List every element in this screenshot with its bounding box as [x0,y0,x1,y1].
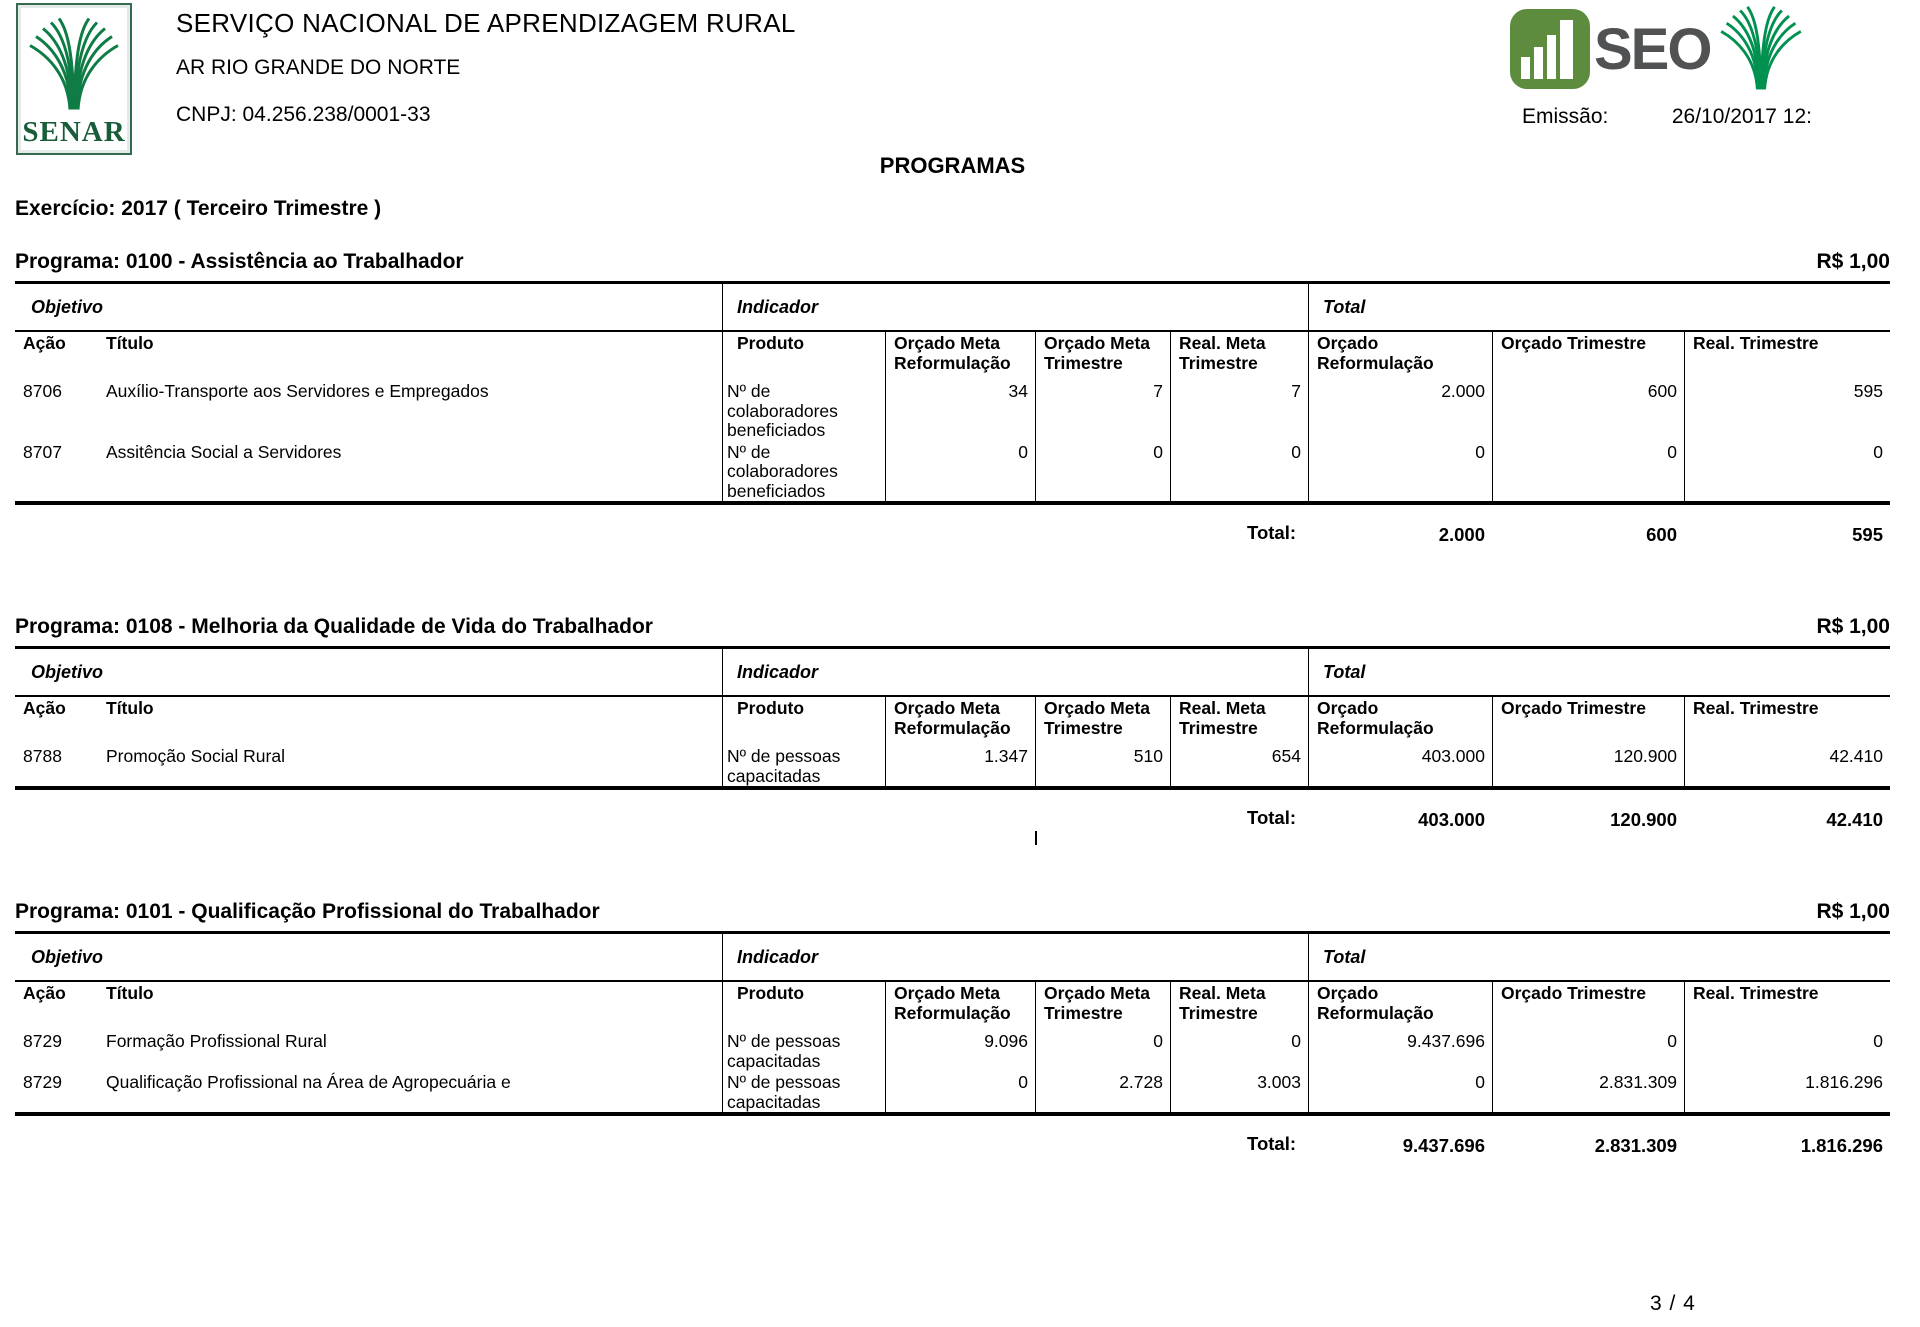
cell-acao: 8707 [23,441,62,462]
column-group-band [15,931,1890,982]
cell-titulo: Qualificação Profissional na Área de Agropecuária e [106,1072,511,1092]
col-header-label: Orçado Trimestre [1501,983,1646,1003]
program-title: Programa: 0108 - Melhoria da Qualidade de Vida do Trabalhador [15,615,653,638]
col-header-orcado-meta-trimestre [1035,982,1170,1030]
cell-titulo: Assitência Social a Servidores [106,441,342,462]
cell-produto [722,441,885,502]
col-header-label: Orçado Meta Trimestre [1044,983,1150,1023]
cell-acao: 8729 [23,1031,62,1051]
col-header-label: Real. Trimestre [1693,983,1819,1003]
col-header-real-trimestre [1684,332,1890,380]
total-orcado-reformulacao: 2.000 [1438,524,1485,545]
table-header-row [15,982,1890,1030]
col-header-label: Real. Trimestre [1693,698,1819,718]
cell-orcado-meta-trimestre: 0 [1035,1030,1170,1071]
column-group-band [15,646,1890,697]
total-real-trimestre: 42.410 [1826,809,1883,830]
col-header-label: Orçado Trimestre [1501,333,1646,353]
currency-note: R$ 1,00 [1816,900,1890,923]
col-header-label: Orçado Reformulação [1317,333,1434,373]
program-section [15,614,1890,831]
cell-titulo: Promoção Social Rural [106,746,285,766]
page-indicator: 3 / 4 [1650,1292,1696,1315]
cell-orcado-reformulacao: 0 [1308,441,1492,502]
col-group-objetivo: Objetivo [31,947,104,967]
cell-orcado-meta-trimestre: 7 [1035,380,1170,441]
total-orcado-trimestre: 2.831.309 [1594,1135,1677,1156]
cell-produto-text: Nº de pessoas capacitadas [727,746,841,786]
cell-orcado-meta-reformulacao: 0 [885,441,1035,502]
col-header-real-meta-trimestre [1170,697,1308,745]
col-group-objetivo: Objetivo [31,662,104,682]
cell-titulo: Formação Profissional Rural [106,1031,327,1051]
org-unit: AR RIO GRANDE DO NORTE [176,56,461,79]
col-group-objetivo: Objetivo [31,297,104,317]
cell-orcado-reformulacao: 2.000 [1308,380,1492,441]
total-label: Total: [1247,522,1296,543]
report-title: PROGRAMAS [879,153,1026,178]
col-header-real-meta-trimestre [1170,332,1308,380]
col-header-label: Real. Meta Trimestre [1179,698,1266,738]
cell-orcado-meta-reformulacao: 1.347 [885,745,1035,786]
total-label: Total: [1247,807,1296,828]
emission-label: Emissão: [1522,105,1609,128]
cell-real-meta-trimestre: 3.003 [1170,1071,1308,1112]
col-header-label: Orçado Meta Reformulação [894,983,1011,1023]
col-header-orcado-meta-reformulacao [885,982,1035,1030]
col-header-label: Real. Meta Trimestre [1179,333,1266,373]
total-orcado-trimestre: 120.900 [1610,809,1677,830]
cell-acao: 8729 [23,1072,62,1092]
col-header-label: Orçado Meta Trimestre [1044,698,1150,738]
cell-orcado-trimestre: 2.831.309 [1492,1071,1684,1112]
col-header-label: Orçado Trimestre [1501,698,1646,718]
table-row [15,441,1890,502]
table-row [15,380,1890,441]
cell-real-meta-trimestre: 7 [1170,380,1308,441]
cell-orcado-trimestre: 0 [1492,1030,1684,1071]
program-section [15,249,1890,546]
seo-logo-text: SEO [1594,16,1711,82]
col-group-total: Total [1308,284,1890,330]
cell-orcado-trimestre: 0 [1492,441,1684,502]
table-header-row [15,332,1890,380]
table-body [15,982,1890,1116]
cell-orcado-meta-trimestre: 0 [1035,441,1170,502]
cell-orcado-trimestre: 600 [1492,380,1684,441]
total-row [15,521,1890,546]
table-row [15,1030,1890,1071]
exercise-line: Exercício: 2017 ( Terceiro Trimestre ) [15,197,382,220]
total-orcado-reformulacao: 9.437.696 [1402,1135,1485,1156]
program-heading-row [15,249,1890,274]
cell-orcado-meta-trimestre: 510 [1035,745,1170,786]
program-title: Programa: 0100 - Assistência ao Trabalhador [15,250,464,273]
column-group-band [15,281,1890,332]
col-group-total: Total [1308,649,1890,695]
currency-note: R$ 1,00 [1816,250,1890,273]
emission-row [1522,105,1812,129]
program-table [15,931,1890,1157]
total-real-trimestre: 1.816.296 [1800,1135,1883,1156]
cell-orcado-reformulacao: 403.000 [1308,745,1492,786]
cell-produto [722,745,885,786]
cell-orcado-reformulacao: 9.437.696 [1308,1030,1492,1071]
cell-orcado-meta-reformulacao: 34 [885,380,1035,441]
col-group-indicador: Indicador [722,934,1308,980]
cell-produto-text: Nº de colaboradores beneficiados [727,441,838,501]
emission-value: 26/10/2017 12: [1671,105,1812,128]
table-row [15,745,1890,786]
total-label: Total: [1247,1133,1296,1154]
cell-orcado-meta-trimestre: 2.728 [1035,1071,1170,1112]
table-header-row [15,697,1890,745]
cell-produto [722,1071,885,1112]
program-table [15,281,1890,546]
program-section [15,899,1890,1157]
col-header-real-trimestre [1684,697,1890,745]
senar-logo-text: SENAR [22,116,126,148]
col-header-label: Orçado Meta Reformulação [894,698,1011,738]
cell-real-trimestre: 0 [1684,441,1890,502]
cell-real-trimestre: 1.816.296 [1684,1071,1890,1112]
currency-note: R$ 1,00 [1816,615,1890,638]
seo-bars-icon [1510,9,1590,89]
col-header-real-trimestre [1684,982,1890,1030]
col-group-total: Total [1308,934,1890,980]
seo-logo [1510,4,1809,94]
program-heading-row [15,614,1890,639]
cell-orcado-meta-reformulacao: 9.096 [885,1030,1035,1071]
cell-real-trimestre: 0 [1684,1030,1890,1071]
org-name: SERVIÇO NACIONAL DE APRENDIZAGEM RURAL [176,8,796,38]
program-title: Programa: 0101 - Qualificação Profissional do Trabalhador [15,900,600,923]
col-header-produto: Produto [722,332,885,380]
col-header-label: Real. Meta Trimestre [1179,983,1266,1023]
cell-produto-text: Nº de pessoas capacitadas [727,1072,841,1112]
program-table [15,646,1890,831]
col-header-acao: Ação [23,698,66,718]
col-header-orcado-reformulacao [1308,982,1492,1030]
col-header-produto: Produto [722,982,885,1030]
total-row [15,806,1890,831]
cell-produto-text: Nº de colaboradores beneficiados [727,381,838,440]
total-real-trimestre: 595 [1852,524,1883,545]
col-header-orcado-meta-trimestre [1035,697,1170,745]
total-row-spacer [15,521,1170,546]
cell-orcado-reformulacao: 0 [1308,1071,1492,1112]
col-header-orcado-reformulacao [1308,697,1492,745]
cell-real-meta-trimestre: 654 [1170,745,1308,786]
col-header-orcado-reformulacao [1308,332,1492,380]
col-header-label: Orçado Meta Reformulação [894,333,1011,373]
total-row-spacer [15,1132,1170,1157]
col-group-indicador: Indicador [722,649,1308,695]
total-orcado-trimestre: 600 [1646,524,1677,545]
col-header-produto: Produto [722,697,885,745]
cell-real-trimestre: 42.410 [1684,745,1890,786]
cell-produto [722,1030,885,1071]
col-header-orcado-trimestre [1492,332,1684,380]
col-header-label: Orçado Meta Trimestre [1044,333,1150,373]
programs-container [15,249,1890,1157]
cell-acao: 8788 [23,746,62,766]
total-row-spacer [15,806,1170,831]
col-header-acao: Ação [23,983,66,1003]
col-header-real-meta-trimestre [1170,982,1308,1030]
col-header-titulo: Título [106,333,154,353]
col-header-orcado-meta-trimestre [1035,332,1170,380]
program-heading-row [15,899,1890,924]
cell-orcado-meta-reformulacao: 0 [885,1071,1035,1112]
cell-real-trimestre: 595 [1684,380,1890,441]
col-header-acao: Ação [23,333,66,353]
col-header-titulo: Título [106,698,154,718]
table-row [15,1071,1890,1112]
col-header-titulo: Título [106,983,154,1003]
col-header-label: Orçado Reformulação [1317,698,1434,738]
table-body [15,332,1890,505]
cell-acao: 8706 [23,381,62,401]
col-group-indicador: Indicador [722,284,1308,330]
cell-real-meta-trimestre: 0 [1170,1030,1308,1071]
col-header-label: Real. Trimestre [1693,333,1819,353]
senar-logo [18,5,130,153]
col-header-label: Orçado Reformulação [1317,983,1434,1023]
table-body [15,697,1890,790]
org-cnpj: CNPJ: 04.256.238/0001-33 [176,103,431,126]
col-header-orcado-meta-reformulacao [885,332,1035,380]
cell-titulo: Auxílio-Transporte aos Servidores e Empregados [106,381,489,401]
col-header-orcado-meta-reformulacao [885,697,1035,745]
cell-produto-text: Nº de pessoas capacitadas [727,1031,841,1071]
cell-produto [722,380,885,441]
seo-arcs-icon [1713,6,1809,92]
col-header-orcado-trimestre [1492,697,1684,745]
senar-arcs-icon [24,13,124,117]
cell-real-meta-trimestre: 0 [1170,441,1308,502]
total-row [15,1132,1890,1157]
cell-orcado-trimestre: 120.900 [1492,745,1684,786]
col-header-orcado-trimestre [1492,982,1684,1030]
total-orcado-reformulacao: 403.000 [1418,809,1485,830]
